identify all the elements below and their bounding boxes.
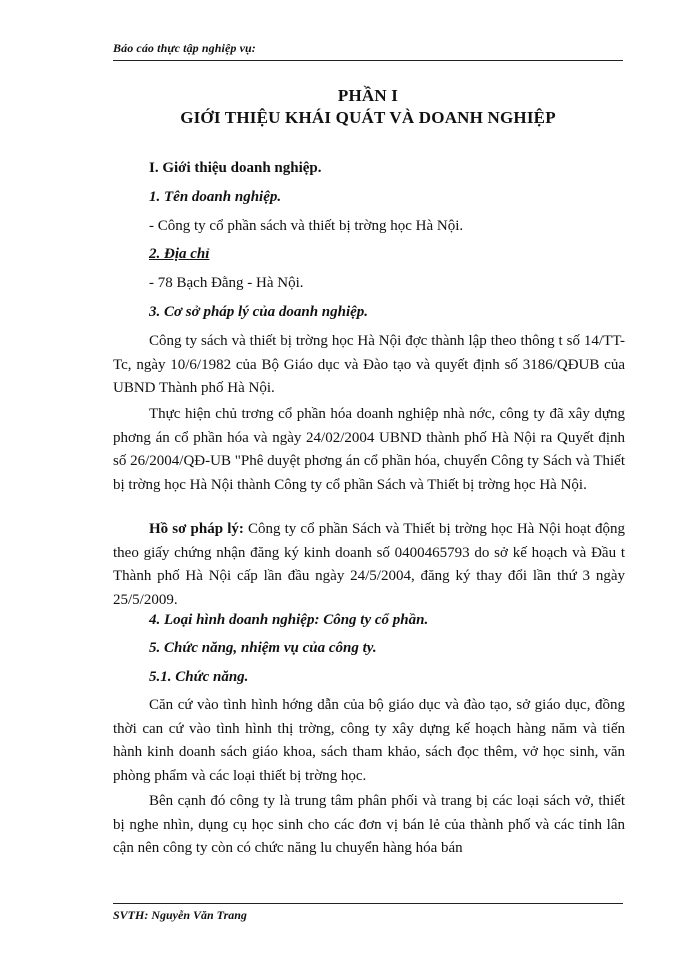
header-text: Báo cáo thực tập nghiệp vụ:: [113, 41, 256, 55]
section-heading-5-1: 5.1. Chức năng.: [149, 669, 249, 685]
company-name-text: - Công ty cổ phần sách và thiết bị trờng học Hà Nội.: [149, 218, 464, 234]
section-heading-1: I. Giới thiệu doanh nghiệp.: [149, 160, 322, 176]
paragraph-functions: Căn cứ vào tình hình hớng dẫn của bộ giáo dục và đào tạo, sở giáo dục, đồng thời can cứ vào tình hình thị trờng, công ty xây dựng kế hoạch hàng năm và tiến hành kinh doanh sách giáo khoa, sách tham khảo, sách đọc thêm, vở học sinh, văn phòng phẩm và các loại thiết bị trờng học.: [113, 697, 625, 784]
part-title: PHẦN I: [337, 86, 399, 105]
section-heading-5: 5. Chức năng, nhiệm vụ của công ty.: [149, 640, 377, 656]
legal-records-body: Công ty cổ phần Sách và Thiết bị trờng học Hà Nội hoạt động theo giấy chứng nhận đăng ký kinh doanh số 0400465793 do sở kế hoạch và Đầu t Thành phố Hà Nội cấp lần đầu ngày 24/5/2004, đăng ký thay đổi lần thứ 3 ngày 25/5/2009.: [113, 521, 625, 608]
paragraph-equitization: Thực hiện chủ trơng cổ phần hóa doanh nghiệp nhà nớc, công ty đã xây dựng phơng án cổ phần hóa và ngày 24/02/2004 UBND thành phố Hà Nội ra Quyết định số 26/2004/QĐ-UB "Phê duyệt phơng án cổ phần hóa, chuyển Công ty Sách và Thiết bị trờng học Hà Nội thành Công ty cổ phần Sách và Thiết bị trờng học Hà Nội.: [113, 406, 625, 493]
page-header: [113, 36, 623, 61]
page-footer: [113, 903, 623, 930]
paragraph-distribution: Bên cạnh đó công ty là trung tâm phân phối và trang bị các loại sách vở, thiết bị nghe nhìn, dụng cụ học sinh cho các đơn vị bán lẻ của thành phố và các tỉnh lân cận nên công ty còn có chức năng lu chuyển hàng hóa bán: [113, 793, 625, 856]
legal-records-lead: Hồ sơ pháp lý:: [149, 521, 244, 537]
footer-text: SVTH: Nguyễn Văn Trang: [113, 908, 247, 922]
chapter-title: GIỚI THIỆU KHÁI QUÁT VÀ DOANH NGHIỆP: [180, 108, 556, 127]
section-heading-1-1: 1. Tên doanh nghiệp.: [149, 189, 282, 205]
address-text: - 78 Bạch Đằng - Hà Nội.: [149, 275, 304, 291]
section-heading-4: 4. Loại hình doanh nghiệp: Công ty cổ phần.: [149, 612, 429, 628]
paragraph-legal-basis: Công ty sách và thiết bị trờng học Hà Nội đợc thành lập theo thông t số 14/TT-Tc, ngày 10/6/1982 của Bộ Giáo dục và Đào tạo và quyết định số 3186/QĐUB của UBND Thành phố Hà Nội.: [113, 333, 625, 396]
section-heading-3: 3. Cơ sở pháp lý của doanh nghiệp.: [149, 304, 369, 320]
section-heading-2: 2. Địa chỉ: [149, 246, 210, 262]
paragraph-legal-records: [113, 518, 625, 612]
